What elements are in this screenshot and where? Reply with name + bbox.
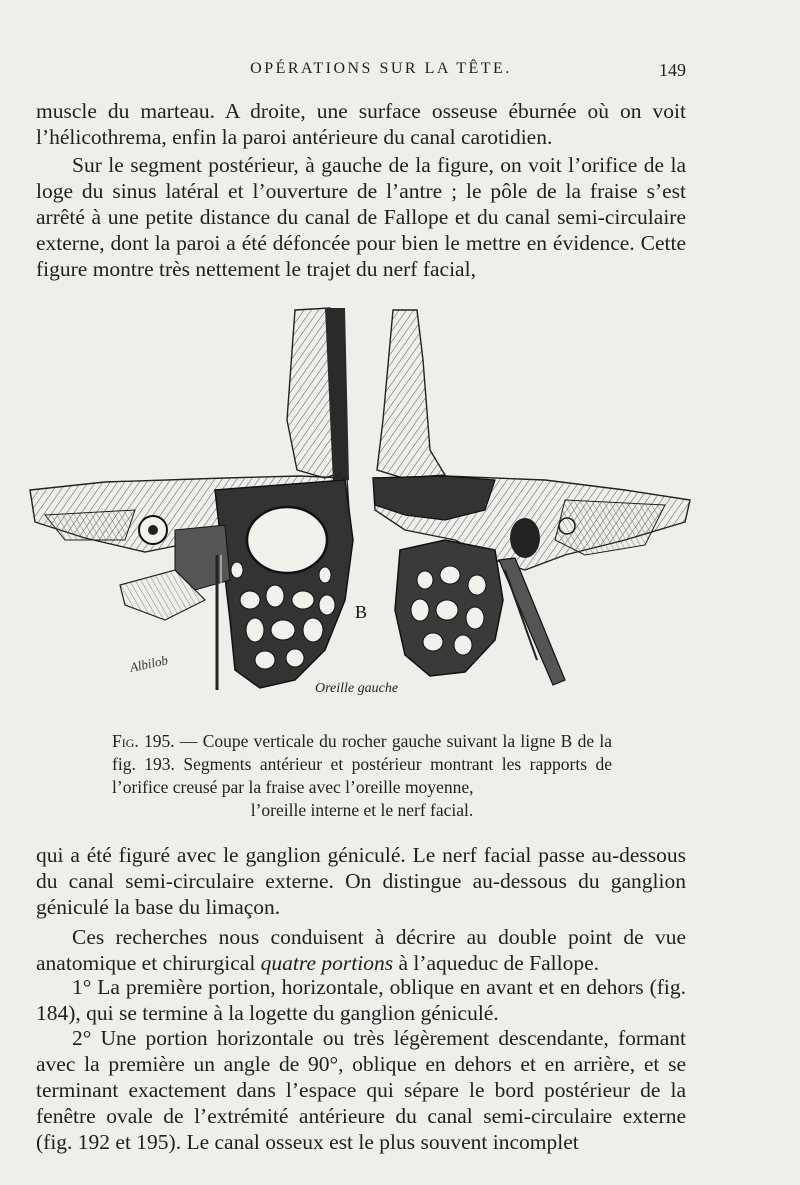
paragraph-2	[36, 152, 686, 282]
page-header	[36, 60, 686, 88]
paragraph-5-text: 1° La première portion, horizontale, oblique en avant et en dehors (fig. 184), qui se termine à la logette du ganglion géniculé.	[36, 975, 686, 1025]
paragraph-4-emphasis: quatre portions	[260, 951, 394, 975]
figure-bone-section	[25, 300, 695, 718]
anterior-segment	[373, 310, 690, 685]
figure-caption	[112, 730, 612, 822]
caption-text: — Coupe verticale du rocher gauche suivant la ligne B de la fig. 193. Segments antérieur et postérieur montrant les rapports de l’orifice creusé par la fraise avec l’oreille moyenne,	[112, 731, 612, 797]
page-number: 149	[659, 60, 686, 80]
running-title: OPÉRATIONS SUR LA TÊTE.	[250, 60, 512, 77]
paragraph-4-text: Ces recherches nous conduisent à décrire au double point de vue anatomique et chirurgical	[36, 925, 686, 975]
caption-lead: Fig. 195.	[112, 731, 175, 751]
paragraph-6-text: 2° Une portion horizontale ou très légèrement descendante, formant avec la première un angle de 90°, oblique en dehors et en arrière, et se terminant exactement dans l’espace qui sépare le bord postérieur de la fenêtre ovale de l’extrémité antérieure du canal semi-circulaire externe (fig. 192 et 195). Le canal osseux est le plus souvent incomplet	[36, 1026, 686, 1154]
paragraph-4	[36, 924, 686, 976]
posterior-segment	[30, 308, 353, 690]
paragraph-2-text: Sur le segment postérieur, à gauche de la figure, on voit l’orifice de la loge du sinus latéral et l’ouverture de l’antre ; le pôle de la fraise s’est arrêté à une petite distance du canal de Fallope et du canal semi-circulaire externe, dont la paroi a été défoncée pour bien le mettre en évidence. Cette figure montre très nettement le trajet du nerf facial,	[36, 153, 686, 281]
bone-section-engraving	[25, 300, 695, 718]
paragraph-1: muscle du marteau. A droite, une surface osseuse éburnée où on voit l’hélicothrema, enfin la paroi antérieure du canal carotidien.	[36, 99, 686, 149]
paragraph-6	[36, 1025, 686, 1155]
paragraph-4-end: à l’aqueduc de Fallope.	[393, 951, 600, 975]
paragraph-3: qui a été figuré avec le ganglion géniculé. Le nerf facial passe au-dessous du canal semi-circulaire externe. On distingue au-dessous du ganglion géniculé la base du limaçon.	[36, 843, 686, 919]
engraver-signature: Albilob	[128, 652, 170, 675]
annotation-oreille-gauche: Oreille gauche	[315, 681, 399, 696]
label-b: B	[355, 602, 368, 622]
caption-last-line: l’oreille interne et le nerf facial.	[250, 800, 474, 820]
paragraph-5	[36, 974, 686, 1026]
